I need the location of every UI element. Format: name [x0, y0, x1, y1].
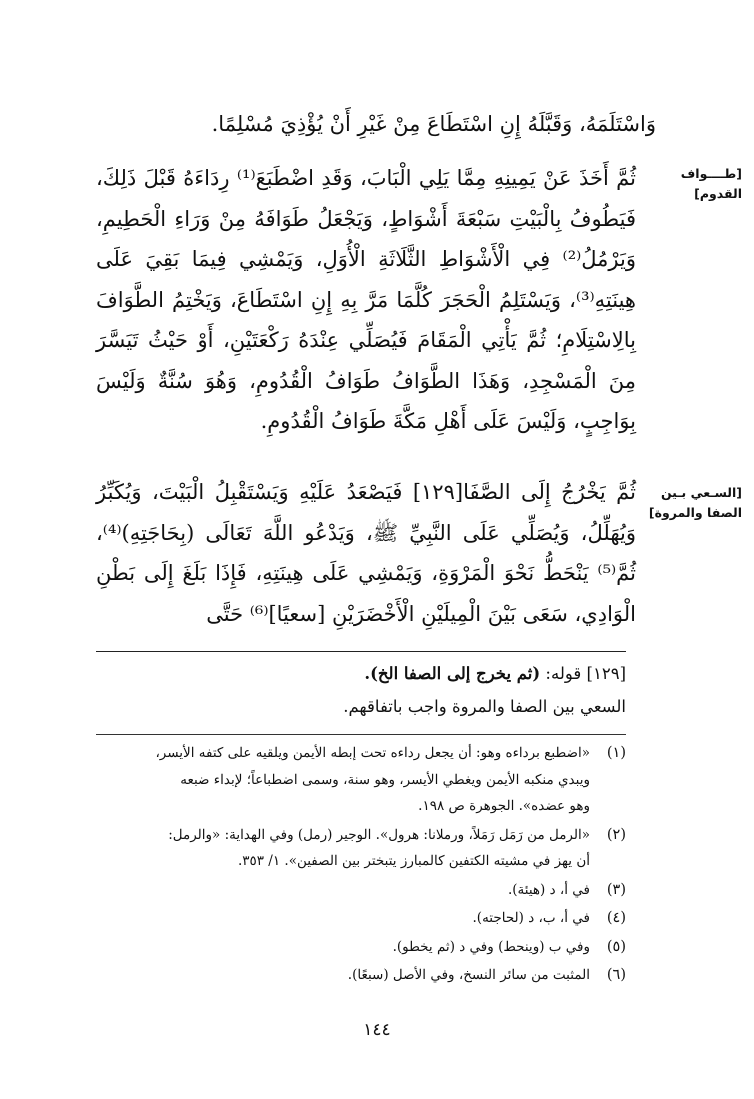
footnote-text [96, 934, 590, 961]
side-heading-line: [طــــواف [680, 166, 742, 181]
footnote-line: في أ، ب، د (لحاجته). [472, 910, 590, 926]
commentary-quote: (ثم يخرج إلى الصفا الخ). [364, 664, 541, 683]
commentary-heading [96, 657, 626, 690]
footnote-number: (٢) [606, 826, 626, 843]
footnote-line: وفي ب (وينحط) وفي د (ثم يخطو). [392, 938, 590, 955]
footnote-text [96, 962, 590, 989]
main-paragraph-tawaf: ثُمَّ أَخَذَ عَنْ يَمِينِهِ مِمَّا يَلِي الْبَابَ، وَقَدِ اضْطَبَعَ⁽¹⁾ رِدَاءَهُ قَبْلَ ذَلِكَ، فَيَطُوفُ بِالْبَيْتِ سَبْعَةَ أَشْوَاطٍ، وَيَجْعَلُ طَوَافَهُ مِنْ وَرَاءِ الْحَطِيمِ، وَيَرْمُلُ⁽²⁾ فِي الْأَشْوَاطِ الثَّلَاثَةِ الْأُوَلِ، وَيَمْشِي فِيمَا بَقِيَ عَلَى هِينَتِهِ⁽³⁾، وَيَسْتَلِمُ الْحَجَرَ كُلَّمَا مَرَّ بِهِ إِنِ اسْتَطَاعَ، وَيَخْتِمُ الطَّوَافَ بِالِاسْتِلَامِ؛ ثُمَّ يَأْتِي الْمَقَامَ فَيُصَلِّي عِنْدَهُ رَكْعَتَيْنِ، أَوْ حَيْثُ تَيَسَّرَ مِنَ الْمَسْجِدِ، وَهَذَا الطَّوَافُ طَوَافُ الْقُدُومِ، وَهُوَ سُنَّةٌ وَلَيْسَ بِوَاجِبٍ، وَلَيْسَ عَلَى أَهْلِ مَكَّةَ طَوَافُ الْقُدُومِ. [96, 166, 636, 433]
commentary-ref: [١٢٩] [586, 664, 626, 683]
footnote-text [96, 877, 590, 904]
footnote-line: أن يهز في مشيته الكتفين كالمبارز يتبختر بين الصفين». ١/ ٣٥٣. [237, 853, 590, 869]
footnote-divider [96, 734, 626, 735]
footnote-text [96, 740, 590, 820]
page-number: ١٤٤ [363, 1020, 391, 1040]
footnote-line: وهو عضده». الجوهرة ص ١٩٨. [418, 798, 590, 814]
footnote [96, 905, 626, 932]
side-heading-line: القدوم] [694, 186, 742, 201]
footnotes [96, 740, 626, 991]
footnote-number: (٤) [606, 910, 626, 926]
footnote-line: في أ، د (هيئة). [507, 881, 590, 898]
footnote-number: (٥) [606, 938, 626, 955]
main-paragraph-sai: ثُمَّ يَخْرُجُ إِلَى الصَّفَا[١٢٩] فَيَصْعَدُ عَلَيْهِ وَيَسْتَقْبِلُ الْبَيْتَ، وَيُكَبِّرُ وَيُهَلِّلُ، وَيُصَلِّي عَلَى النَّبِيِّ ﷺ، وَيَدْعُو اللَّهَ تَعَالَى (بِحَاجَتِهِ)⁽⁴⁾، ثُمَّ⁽⁵⁾ يَنْحَطُّ نَحْوَ الْمَرْوَةِ، وَيَمْشِي عَلَى هِينَتِهِ، فَإِذَا بَلَغَ إِلَى بَطْنِ الْوَادِي، سَعَى بَيْنَ الْمِيلَيْنِ الْأَخْضَرَيْنِ [سعيًا]⁽⁶⁾ حَتَّى [96, 480, 636, 626]
commentary-text: السعي بين الصفا والمروة واجب باتفاقهم. [343, 697, 626, 716]
footnote-line: «الرمل من رَمَل رَمَلاً، ورملانا: هرول». الوجير (رمل) وفي الهداية: «والرمل: [168, 826, 590, 843]
footnote-line: «اضطبع برداءه وهو: أن يجعل رداءه تحت إبطه الأيمن ويلقيه على كتفه الأيسر، [155, 745, 590, 761]
footnote [96, 962, 626, 989]
footnote [96, 740, 626, 820]
footnote-number: (٦) [606, 967, 626, 983]
side-heading-tawaf [640, 164, 742, 204]
footnote-line: المثبت من سائر النسخ، وفي الأصل (سبعًا). [347, 967, 590, 983]
footnote [96, 934, 626, 961]
footnote-text [96, 905, 590, 932]
side-heading-sai [640, 483, 742, 523]
footnote-line: ويبدي منكبه الأيمن ويغطي الأيسر، وهو سنة، وسمى اضطباعاً؛ لإبداء ضبعه [180, 771, 590, 788]
commentary-divider [96, 651, 626, 652]
top-paragraph: وَاسْتَلَمَهُ، وَقَبَّلَهُ إِنِ اسْتَطَاعَ مِنْ غَيْرِ أَنْ يُؤْذِيَ مُسْلِمًا. [211, 112, 656, 136]
footnote-text [96, 822, 590, 875]
footnote-number: (٣) [606, 881, 626, 898]
commentary-block [96, 657, 626, 723]
commentary-lead: قوله: [545, 664, 582, 683]
side-heading-line: الصفا والمروة] [648, 505, 742, 520]
side-heading-line: [السـعي بـين [660, 485, 742, 500]
footnote [96, 877, 626, 904]
footnote-number: (١) [606, 745, 626, 761]
footnote [96, 822, 626, 875]
